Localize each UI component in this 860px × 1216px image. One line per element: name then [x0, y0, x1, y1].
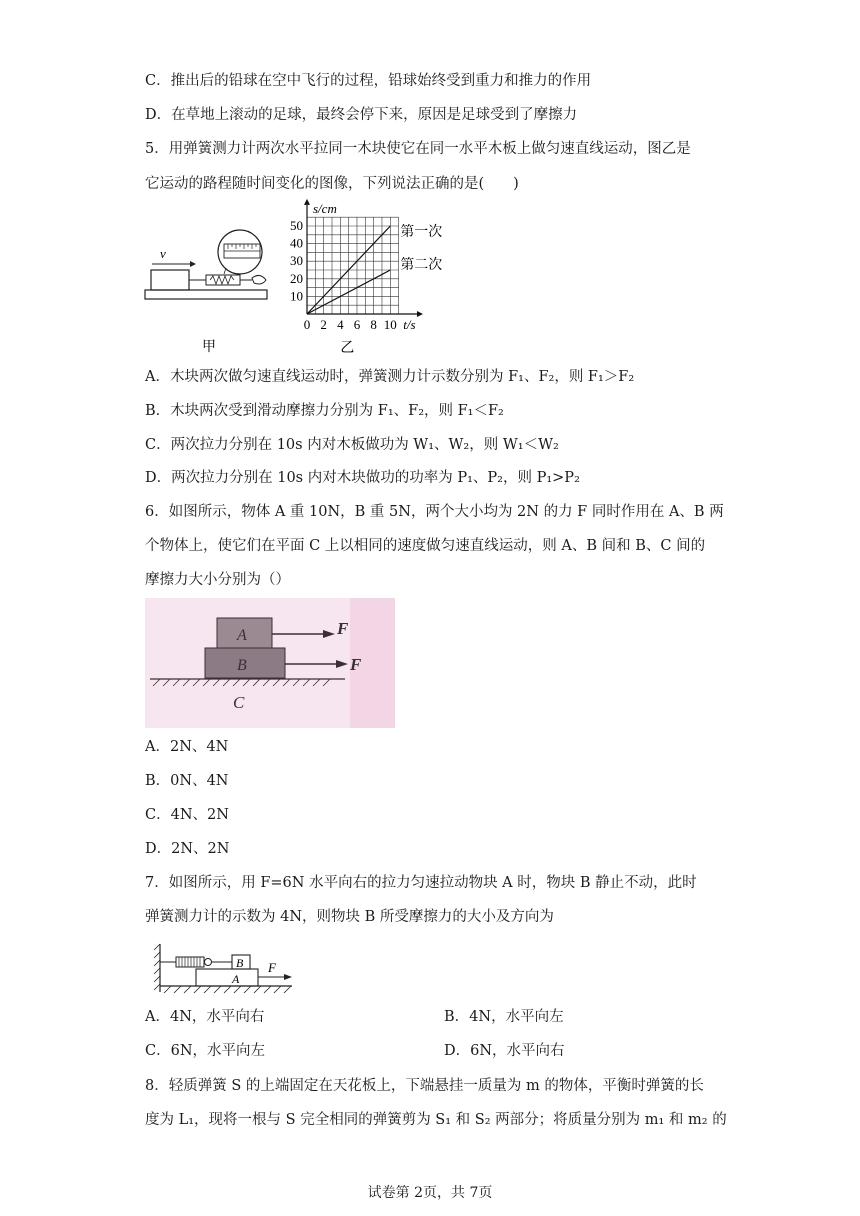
- x-tick-label: 8: [370, 317, 377, 332]
- y-tick-label: 10: [290, 288, 303, 304]
- y-axis-arrow: [304, 199, 310, 205]
- figure-yi-caption: 乙: [340, 340, 355, 356]
- x-tick-label: 2: [320, 317, 327, 332]
- q6-option-b: B．0N、4N: [145, 773, 229, 789]
- figure-jia-caption: 甲: [202, 339, 216, 355]
- q5-option-a: A．木块两次做匀速直线运动时，弹簧测力计示数分别为 F₁、F₂，则 F₁＞F₂: [145, 369, 635, 385]
- wood-board: [145, 290, 267, 299]
- q5-chart-yi: [283, 196, 463, 356]
- q6-figure: [145, 598, 395, 728]
- q4-option-d: D．在草地上滚动的足球，最终会停下来，原因是足球受到了摩擦力: [145, 107, 578, 123]
- q8-stem-line1: 8．轻质弹簧 S 的上端固定在天花板上，下端悬挂一质量为 m 的物体，平衡时弹簧的长: [145, 1078, 704, 1094]
- wood-block: [151, 270, 189, 290]
- q7-figure: [150, 940, 300, 998]
- q5-option-c: C．两次拉力分别在 10s 内对木板做功为 W₁、W₂，则 W₁＜W₂: [145, 437, 559, 453]
- x-tick-label: 0: [303, 317, 311, 332]
- x-axis-arrow: [417, 311, 423, 317]
- y-axis-label: s/cm: [313, 200, 337, 216]
- y-tick-label: 20: [290, 270, 303, 286]
- q6-stem-line3: 摩擦力大小分别为（）: [145, 572, 290, 588]
- spring-scale-body: [206, 275, 240, 285]
- label-a: A: [237, 627, 247, 644]
- q6-stem-line1: 6．如图所示，物体 A 重 10N，B 重 5N，两个大小均为 2N 的力 F 同时作用在 A、B 两: [145, 504, 724, 520]
- q7-stem-line2: 弹簧测力计的示数为 4N，则物块 B 所受摩擦力的大小及方向为: [145, 909, 554, 925]
- q6-option-a: A．2N、4N: [145, 739, 229, 755]
- series-label: 第一次: [400, 224, 443, 240]
- velocity-label: v: [160, 246, 166, 261]
- label-f: F: [268, 960, 276, 975]
- y-tick-label: 50: [290, 218, 303, 233]
- label-a: A: [232, 972, 240, 986]
- series-label: 第二次: [400, 257, 443, 273]
- q8-stem-line2: 度为 L₁，现将一根与 S 完全相同的弹簧剪为 S₁ 和 S₂ 两部分；将质量分别为 m₁ 和 m₂ 的: [145, 1112, 727, 1128]
- label-b: B: [237, 657, 247, 674]
- q5-figure-jia: [140, 228, 275, 358]
- q7-option-b: B．4N，水平向左: [444, 1009, 564, 1025]
- block-a: [196, 969, 258, 986]
- q7-option-a: A．4N，水平向右: [145, 1009, 265, 1025]
- q7-option-c: C．6N，水平向左: [145, 1043, 266, 1059]
- y-tick-label: 30: [290, 253, 303, 269]
- label-f-top: F: [337, 619, 349, 638]
- x-tick-label: 4: [337, 317, 344, 332]
- x-tick-label: 6: [353, 317, 361, 332]
- hand-icon: [252, 275, 266, 284]
- x-axis-label: t/s: [403, 317, 416, 332]
- page-footer: 试卷第 2页，共 7页: [367, 1185, 493, 1201]
- label-c: C: [233, 693, 245, 712]
- q5-option-b: B．木块两次受到滑动摩擦力分别为 F₁、F₂，则 F₁＜F₂: [145, 403, 504, 419]
- y-tick-label: 40: [290, 235, 303, 251]
- q7-stem-line1: 7．如图所示，用 F=6N 水平向右的拉力匀速拉动物块 A 时，物块 B 静止不动，此时: [145, 875, 697, 891]
- q6-option-c: C．4N、2N: [145, 807, 229, 823]
- q5-stem-line2: 它运动的路程随时间变化的图像，下列说法正确的是( ): [145, 176, 519, 192]
- q5-option-d: D．两次拉力分别在 10s 内对木块做功的功率为 P₁、P₂，则 P₁>P₂: [145, 470, 580, 486]
- q7-option-d: D．6N，水平向右: [444, 1043, 565, 1059]
- q6-stem-line2: 个物体上，使它们在平面 C 上以相同的速度做匀速直线运动，则 A、B 间和 B、C 间的: [145, 538, 706, 554]
- x-tick-label: 10: [383, 317, 397, 332]
- q4-option-c: C．推出后的铅球在空中飞行的过程，铅球始终受到重力和推力的作用: [145, 73, 592, 89]
- scale-zoom-circle: [218, 230, 262, 274]
- label-b: B: [236, 956, 244, 970]
- label-f-bottom: F: [350, 655, 362, 674]
- q6-option-d: D．2N、2N: [145, 841, 230, 857]
- q5-stem-line1: 5．用弹簧测力计两次水平拉同一木块使它在同一水平木板上做匀速直线运动，图乙是: [145, 141, 691, 157]
